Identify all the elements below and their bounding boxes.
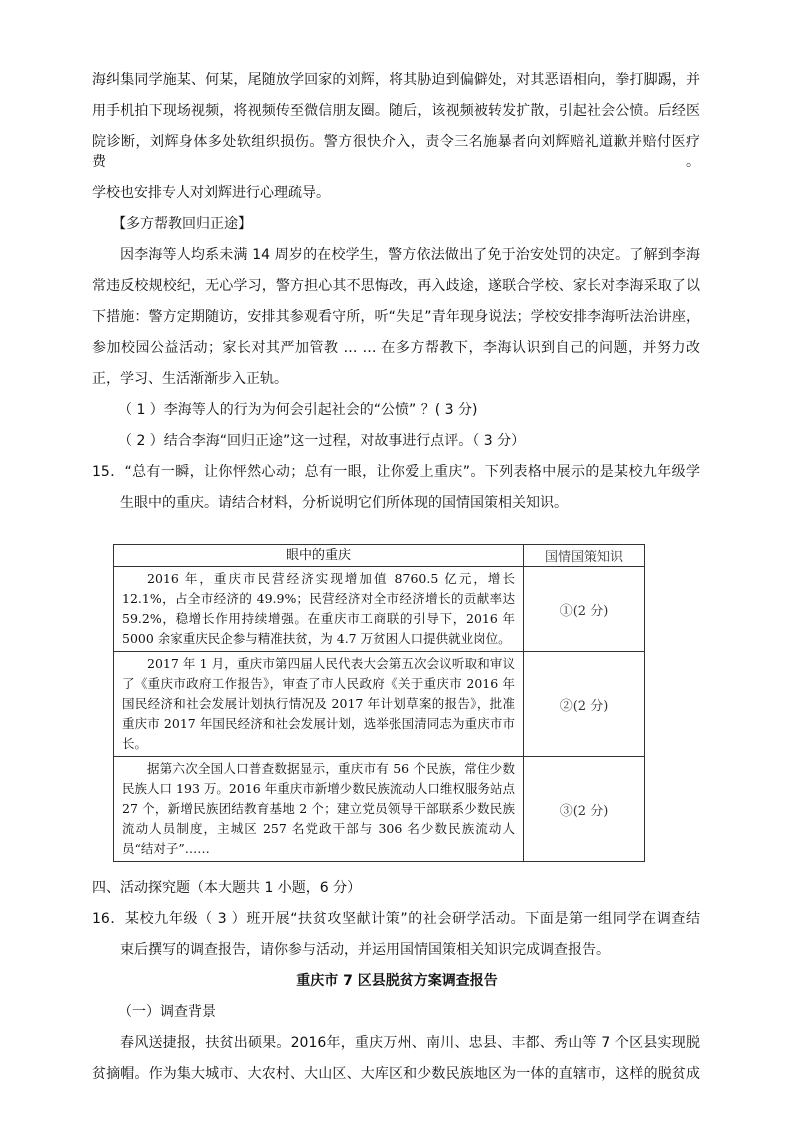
cell-text: 2017 年 1 月，重庆市第四届人民代表大会第五次会议听取和审议了《重庆市政府工作报告》，审查了市人民政府《关于重庆市 2016 年国民经济和社会发展计划执行情况及 2017 年计划草案的报告》，批准重庆市 2017 年国民经济和社会发展计划，选举张国清同志为重庆市市长。	[122, 656, 515, 751]
text-line: 学校也安排专人对刘辉进行心理疏导。	[92, 185, 330, 201]
question-2: （ 2 ）结合李海“回归正途”这一过程，对故事进行点评。（ 3 分）	[118, 433, 526, 449]
cell-text: 据第六次全国人口普查数据显示，重庆市有 56 个民族，常住少数民族人口 193 万。2016 年重庆市新增少数民族流动人口维权服务站点 27 个，新增民族团结教育基地 2 个；建立党员领导干部联系少数民族流动人员制度，主城区 257 名党政干部与 306 名少数民族流动人员“结对子”……	[122, 761, 515, 856]
table-header	[114, 545, 644, 566]
question-1: （ 1 ）李海等人的行为为何会引起社会的“公愤” ？( 3 分)	[118, 402, 478, 418]
text-line: 贫摘帽。作为集大城市、大农村、大山区、大库区和少数民族地区为一体的直辖市，这样的脱贫成	[92, 1066, 700, 1082]
question-15: 15．“总有一瞬，让你怦然心动；总有一眼，让你爱上重庆”。下列表格中展示的是某校九年级学	[92, 464, 700, 480]
text-line: 院诊断，刘辉身体多处软组织损伤。警方很快介入，责令三名施暴者向刘辉赔礼道歉并赔付医疗费。	[92, 134, 700, 170]
subheading: （一）调查背景	[118, 1004, 216, 1020]
table-row	[114, 651, 644, 756]
question-16: 16．某校九年级（ 3 ）班开展“扶贫攻坚献计策”的社会研学活动。下面是第一组同学在调查结	[92, 911, 700, 927]
chongqing-table	[113, 544, 645, 862]
answer-cell: ①(2 分)	[559, 603, 609, 619]
section-heading: 【多方帮教回归正途】	[112, 216, 252, 232]
text-line: 因李海等人均系未满 14 周岁的在校学生，警方依法做出了免于治安处罚的决定。了解到李海	[120, 247, 700, 263]
text-line: 用手机拍下现场视频，将视频传至微信朋友圈。随后，该视频被转发扩散，引起社会公愤。后经医	[92, 103, 700, 119]
header-cell: 国情国策知识	[544, 550, 623, 565]
table-row	[114, 756, 644, 861]
text-line: 下措施：警方定期随访，安排其参观看守所，听“失足”青年现身说法；学校安排李海听法治讲座，	[92, 309, 700, 325]
content-cell	[114, 757, 524, 861]
content-cell	[114, 567, 524, 651]
text-line: 参加校园公益活动；家长对其严加管教 … … 在多方帮教下，李海认识到自己的问题，并努力改	[92, 340, 700, 356]
answer-cell: ②(2 分)	[559, 698, 609, 714]
text-line: 海纠集同学施某、何某，尾随放学回家的刘辉，将其胁迫到偏僻处，对其恶语相向，拳打脚踢，并	[92, 72, 700, 88]
text-line: 常违反校规校纪，无心学习，警方担心其不思悔改，再入歧途，遂联合学校、家长对李海采取了以	[92, 278, 700, 294]
report-title: 重庆市 7 区县脱贫方案调查报告	[296, 973, 498, 989]
answer-cell: ③(2 分)	[559, 803, 609, 819]
part-heading: 四、活动探究题（本大题共 1 小题，6 分）	[92, 880, 362, 896]
text-line: 正，学习、生活渐渐步入正轨。	[92, 371, 288, 387]
table-row	[114, 566, 644, 651]
question-15-cont: 生眼中的重庆。请结合材料，分析说明它们所体现的国情国策相关知识。	[120, 495, 568, 511]
text-line: 春风送捷报，扶贫出硕果。2016年，重庆万州、南川、忠县、丰都、秀山等 7 个区县实现脱	[120, 1035, 700, 1051]
header-cell: 眼中的重庆	[114, 545, 524, 566]
cell-text: 2016 年，重庆市民营经济实现增加值 8760.5 亿元，增长 12.1%，占全市经济的 49.9%；民营经济对全市经济增长的贡献率达 59.2%，稳增长作用持续增强。在重庆市工商联的引导下，2016 年 5000 余家重庆民企参与精准扶贫，为 4.7 万贫困人口提供就业岗位。	[122, 571, 515, 646]
question-16-cont: 束后撰写的调查报告，请你参与活动，并运用国情国策相关知识完成调查报告。	[120, 942, 610, 958]
content-cell	[114, 652, 524, 756]
